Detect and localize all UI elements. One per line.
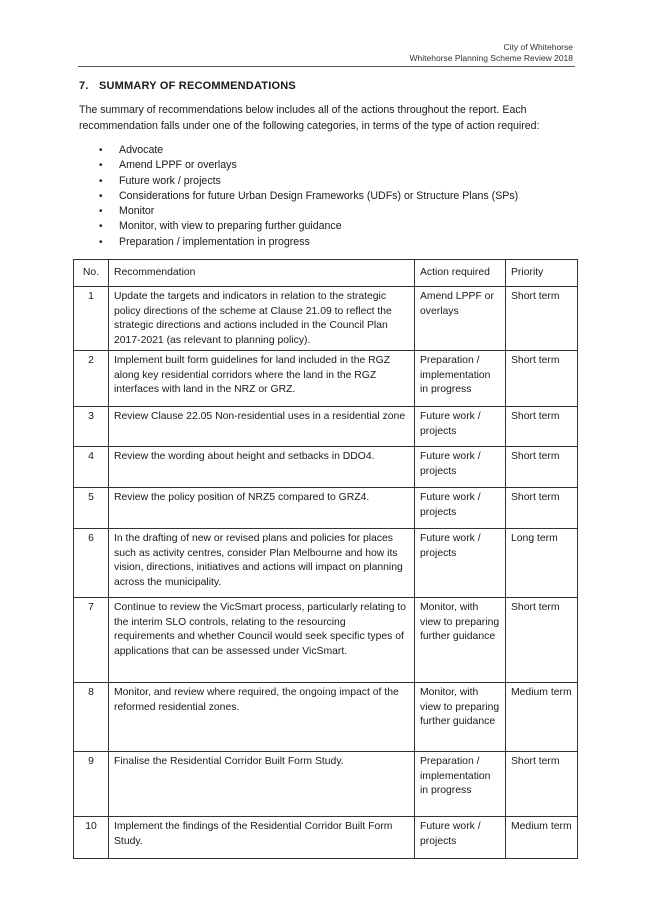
cell-priority: Short term (506, 351, 578, 407)
header-rule (78, 66, 575, 67)
cell-action: Amend LPPF or overlays (415, 287, 506, 351)
cell-action: Future work / projects (415, 447, 506, 488)
category-item: • Amend LPPF or overlays (79, 158, 518, 173)
cell-priority: Medium term (506, 683, 578, 752)
section-number: 7. (79, 80, 89, 92)
intro-paragraph: The summary of recommendations below includes all of the actions throughout the report. Each recommendation falls under one of the following categories, in terms of the type of action required: (79, 104, 540, 132)
cell-action: Preparation / implementation in progress (415, 351, 506, 407)
cell-priority: Medium term (506, 817, 578, 859)
header-priority: Priority (506, 260, 578, 287)
cell-no: 10 (74, 817, 109, 859)
table-row (74, 447, 578, 488)
category-item: • Monitor, with view to preparing further guidance (79, 219, 518, 234)
cell-action: Future work / projects (415, 407, 506, 447)
cell-recommendation: Finalise the Residential Corridor Built Form Study. (109, 752, 415, 817)
cell-priority: Short term (506, 752, 578, 817)
category-item: • Advocate (79, 143, 518, 158)
table-row (74, 683, 578, 752)
cell-no: 7 (74, 598, 109, 683)
cell-priority: Short term (506, 287, 578, 351)
section-heading: SUMMARY OF RECOMMENDATIONS (99, 80, 296, 92)
cell-action: Monitor, with view to preparing further guidance (415, 683, 506, 752)
header-recommendation: Recommendation (109, 260, 415, 287)
cell-recommendation: Implement the findings of the Residential Corridor Built Form Study. (109, 817, 415, 859)
category-item: • Monitor (79, 204, 518, 219)
header-org: City of Whitehorse (503, 42, 573, 52)
table-header-row (74, 260, 578, 287)
table-row (74, 287, 578, 351)
cell-recommendation: Implement built form guidelines for land included in the RGZ along key residential corridors where the land in the RGZ interfaces with land in the NRZ or GRZ. (109, 351, 415, 407)
table-row (74, 351, 578, 407)
cell-no: 5 (74, 488, 109, 529)
cell-no: 1 (74, 287, 109, 351)
page-header (410, 42, 573, 64)
cell-no: 4 (74, 447, 109, 488)
table-row (74, 488, 578, 529)
table-row (74, 752, 578, 817)
cell-recommendation: Update the targets and indicators in relation to the strategic policy directions of the scheme at Clause 21.09 to reflect the strategic directions and actions included in the Council Plan 2017-2021 (as relevant to planning policy). (109, 287, 415, 351)
cell-action: Monitor, with view to preparing further guidance (415, 598, 506, 683)
header-doc-title: Whitehorse Planning Scheme Review 2018 (409, 53, 573, 63)
cell-no: 9 (74, 752, 109, 817)
cell-action: Future work / projects (415, 488, 506, 529)
cell-recommendation: In the drafting of new or revised plans and policies for places such as activity centres, consider Plan Melbourne and how its vision, directions, initiatives and actions will impact on planning across the municipality. (109, 529, 415, 598)
header-no: No. (74, 260, 109, 287)
category-item: • Future work / projects (79, 174, 518, 189)
cell-action: Future work / projects (415, 529, 506, 598)
section-title (79, 80, 296, 92)
table-row (74, 407, 578, 447)
category-item: • Preparation / implementation in progress (79, 235, 518, 250)
cell-priority: Long term (506, 529, 578, 598)
cell-priority: Short term (506, 407, 578, 447)
recommendations-table (73, 259, 578, 859)
cell-priority: Short term (506, 598, 578, 683)
cell-recommendation: Review Clause 22.05 Non-residential uses in a residential zone (109, 407, 415, 447)
cell-priority: Short term (506, 488, 578, 529)
cell-no: 6 (74, 529, 109, 598)
cell-no: 8 (74, 683, 109, 752)
header-action: Action required (415, 260, 506, 287)
category-list (79, 143, 518, 250)
category-item: • Considerations for future Urban Design Frameworks (UDFs) or Structure Plans (SPs) (79, 189, 518, 204)
cell-action: Future work / projects (415, 817, 506, 859)
table-row (74, 817, 578, 859)
cell-recommendation: Monitor, and review where required, the ongoing impact of the reformed residential zones. (109, 683, 415, 752)
cell-recommendation: Review the policy position of NRZ5 compared to GRZ4. (109, 488, 415, 529)
cell-recommendation: Continue to review the VicSmart process, particularly relating to the interim SLO controls, relating to the resourcing requirements and whether Council would seek specific types of applications that can be assessed under VicSmart. (109, 598, 415, 683)
table-row (74, 529, 578, 598)
cell-no: 2 (74, 351, 109, 407)
cell-no: 3 (74, 407, 109, 447)
cell-action: Preparation / implementation in progress (415, 752, 506, 817)
cell-priority: Short term (506, 447, 578, 488)
cell-recommendation: Review the wording about height and setbacks in DDO4. (109, 447, 415, 488)
table-row (74, 598, 578, 683)
